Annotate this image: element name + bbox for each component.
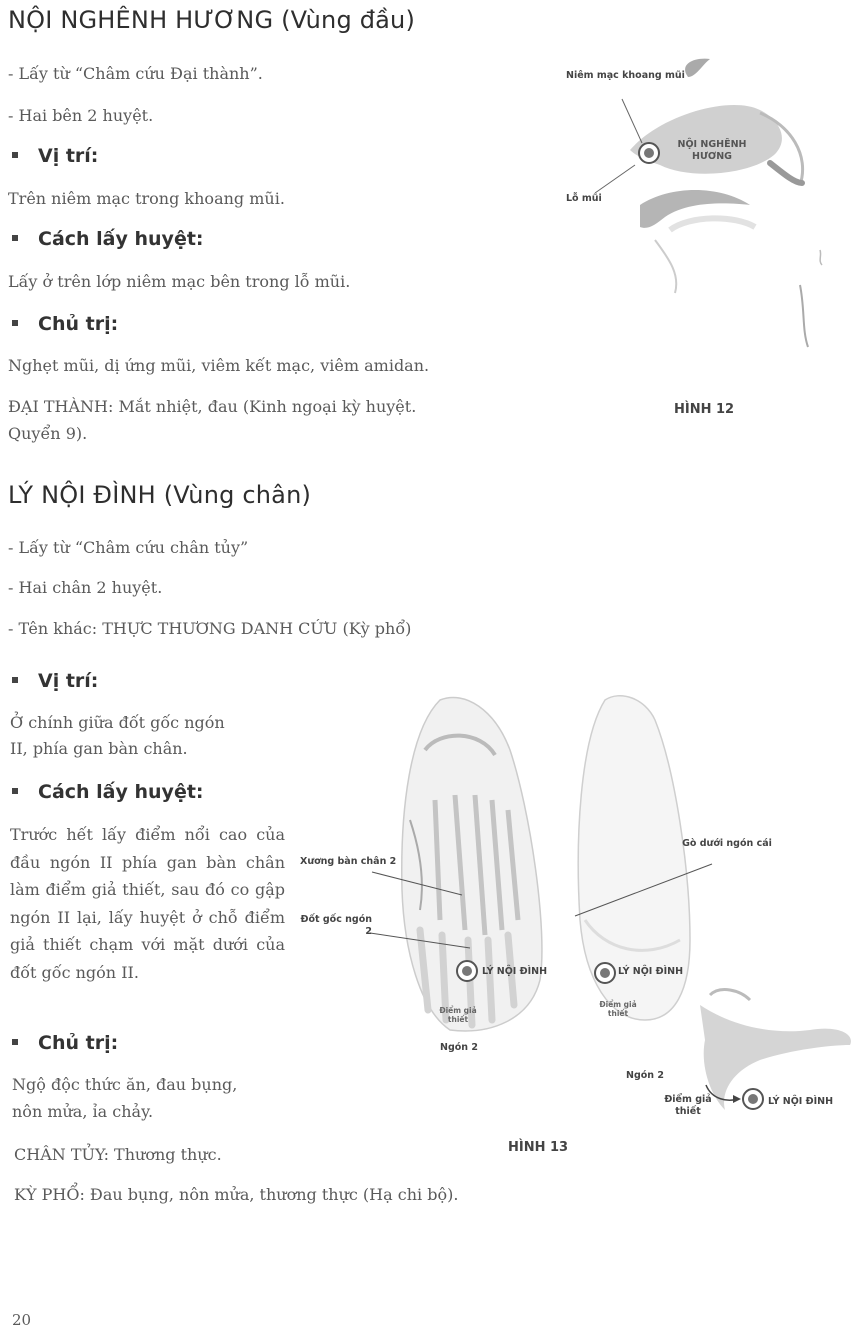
- chu-tri-heading: Chủ trị:: [8, 313, 118, 335]
- dot-goc-label: Đốt gốc ngón 2: [300, 914, 372, 937]
- ngon-2-label: Ngón 2: [626, 1070, 664, 1081]
- section-title-noi-nghenh-huong: NỘI NGHÊNH HƯƠNG (Vùng đầu): [8, 6, 416, 34]
- cach-lay-text: Trước hết lấy điểm nổi cao của đầu ngón II phía gan bàn chân làm điểm giả thiết, sau đó co gập ngón II lại, lấy huyệt ở chỗ điểm giả thiết chạm với mặt dưới của đốt gốc ngón II.: [10, 825, 285, 982]
- figure-13-caption: HÌNH 13: [508, 1140, 569, 1155]
- source-line: - Lấy từ “Châm cứu Đại thành”.: [8, 64, 263, 83]
- lo-mui-label: Lỗ mũi: [566, 193, 602, 204]
- ly-noi-dinh-point-icon: [594, 962, 616, 984]
- vi-tri-heading: Vị trí:: [8, 145, 98, 167]
- diem-gia-thiet-label: Điểm giả thiết: [599, 1000, 637, 1018]
- vi-tri-text: Trên niêm mạc trong khoang mũi.: [8, 189, 285, 208]
- page-number: 20: [12, 1311, 32, 1329]
- diem-gia-thiet-label: Điểm giả thiết: [439, 1006, 477, 1024]
- dai-thanh-text-cont: Quyển 9).: [8, 424, 88, 443]
- diem-gia-thiet-label: Điểm giả thiết: [664, 1094, 712, 1117]
- ly-noi-dinh-label: LÝ NỘI ĐÌNH: [482, 966, 548, 977]
- chu-tri-text-line2: nôn mửa, ỉa chảy.: [12, 1102, 154, 1121]
- count-line: - Hai bên 2 huyệt.: [8, 106, 154, 125]
- ly-noi-dinh-point-icon: [456, 960, 478, 982]
- figure-12-caption: HÌNH 12: [674, 402, 735, 417]
- vi-tri-text-line1: Ở chính giữa đốt gốc ngón: [10, 713, 225, 732]
- count-line: - Hai chân 2 huyệt.: [8, 578, 163, 597]
- ly-noi-dinh-point-icon: [742, 1088, 764, 1110]
- chu-tri-text-line1: Ngộ độc thức ăn, đau bụng,: [12, 1075, 238, 1094]
- source-line: - Lấy từ “Châm cứu chân tủy”: [8, 538, 249, 557]
- section-title-ly-noi-dinh: LÝ NỘI ĐÌNH (Vùng chân): [8, 481, 312, 509]
- go-duoi-ngon-cai-label: Gò dưới ngón cái: [682, 838, 772, 849]
- chu-tri-text: Nghẹt mũi, dị ứng mũi, viêm kết mạc, viêm amidan.: [8, 356, 430, 375]
- niem-mac-label: Niêm mạc khoang mũi: [566, 70, 685, 81]
- noi-nghenh-huong-label: NỘI NGHÊNH HƯƠNG: [677, 139, 747, 162]
- ly-noi-dinh-label: LÝ NỘI ĐÌNH: [618, 966, 684, 977]
- ly-noi-dinh-label: LÝ NỘI ĐÌNH: [768, 1096, 834, 1107]
- chan-tuy-text: CHÂN TỦY: Thương thực.: [14, 1145, 222, 1164]
- vi-tri-heading: Vị trí:: [8, 670, 98, 692]
- cach-lay-text: Lấy ở trên lớp niêm mạc bên trong lỗ mũi.: [8, 272, 351, 291]
- dai-thanh-text: ĐẠI THÀNH: Mắt nhiệt, đau (Kinh ngoại kỳ huyệt.: [8, 397, 417, 416]
- ky-pho-text: KỲ PHỔ: Đau bụng, nôn mửa, thương thực (Hạ chi bộ).: [14, 1185, 459, 1204]
- vi-tri-text-line2: II, phía gan bàn chân.: [10, 739, 188, 758]
- ngon-2-label: Ngón 2: [440, 1042, 478, 1053]
- cach-lay-heading: Cách lấy huyệt:: [8, 781, 204, 803]
- chu-tri-heading: Chủ trị:: [8, 1032, 118, 1054]
- cach-lay-heading: Cách lấy huyệt:: [8, 228, 204, 250]
- xuong-ban-chan-label: Xương bàn chân 2: [300, 856, 397, 867]
- alt-name-line: - Tên khác: THỰC THƯƠNG DANH CỨU (Kỳ phổ): [8, 619, 412, 638]
